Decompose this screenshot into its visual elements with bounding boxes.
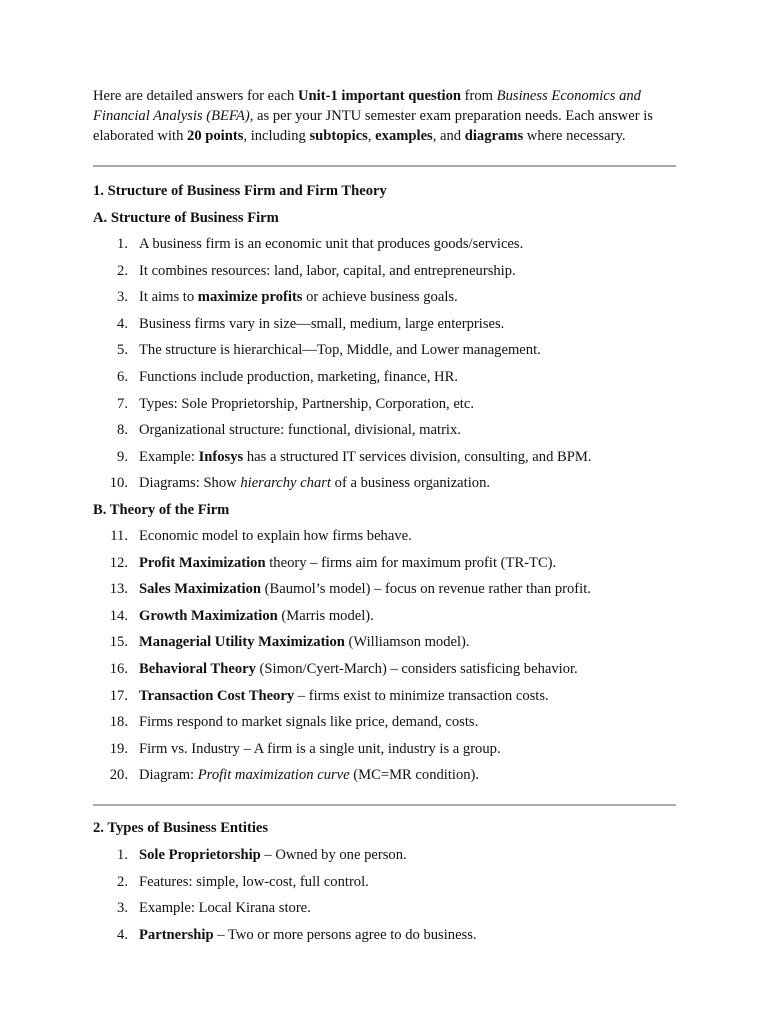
list-item-text: Economic model to explain how firms behave.: [139, 527, 412, 544]
list-item-number: 5.: [117, 342, 128, 359]
list-item-text: of a business organization.: [331, 475, 491, 492]
list-item-number: 20.: [109, 767, 128, 784]
list-item-number: 4.: [117, 315, 128, 332]
list-item-number: 11.: [110, 527, 128, 544]
list-item: [93, 340, 676, 360]
list-item-bold-text: Behavioral Theory: [139, 660, 256, 677]
section-1-title: 1. Structure of Business Firm and Firm Theory: [93, 183, 387, 199]
list-item-bold-text: Transaction Cost Theory: [139, 687, 295, 704]
list-item-text: – Owned by one person.: [260, 847, 407, 864]
list-item: [93, 898, 676, 918]
intro-bold-subtopics: subtopics: [309, 128, 368, 144]
list-item-bold-text: Sales Maximization: [139, 581, 262, 598]
list-item-number: 12.: [109, 554, 128, 571]
list-item-text: (Williamson model).: [344, 634, 470, 651]
list-item-number: 16.: [109, 660, 128, 677]
list-item-text: or achieve business goals.: [302, 289, 458, 306]
list-item-text: The structure is hierarchical—Top, Middle, and Lower management.: [139, 342, 541, 359]
list-item-number: 1.: [117, 236, 128, 252]
list-item-number: 18.: [109, 714, 128, 731]
list-item: [93, 739, 676, 759]
list-item-text: – Two or more persons agree to do business.: [213, 927, 477, 944]
section-2-title: 2. Types of Business Entities: [93, 820, 269, 837]
list-item-text: Organizational structure: functional, divisional, matrix.: [139, 422, 461, 439]
list-item: [93, 447, 676, 467]
list-item-bold-text: Partnership: [139, 927, 214, 944]
list-item: [93, 765, 676, 785]
list-item-text: Firm vs. Industry – A firm is a single unit, industry is a group.: [139, 740, 501, 757]
list-item-text: (Baumol’s model) – focus on revenue rather than profit.: [261, 581, 591, 598]
list-item-bold-text: maximize profits: [197, 289, 303, 306]
intro-text: , and: [432, 128, 465, 144]
list-item-text: Diagram:: [139, 767, 198, 784]
list-item: [93, 234, 676, 254]
list-item-text: Functions include production, marketing, finance, HR.: [139, 368, 458, 385]
list-item-number: 2.: [117, 873, 128, 890]
section-1a-list: [93, 234, 676, 493]
section-divider: [93, 165, 676, 167]
list-item-number: 14.: [109, 607, 128, 624]
list-item-number: 17.: [109, 687, 128, 704]
list-item: [93, 261, 676, 281]
list-item-number: 1.: [117, 847, 128, 864]
list-item-number: 2.: [117, 262, 128, 279]
list-item: [93, 606, 676, 626]
list-item-text: Firms respond to market signals like price, demand, costs.: [139, 714, 479, 731]
list-item: [93, 925, 676, 945]
list-item: [93, 632, 676, 652]
list-item-text: Types: Sole Proprietorship, Partnership, Corporation, etc.: [139, 395, 474, 412]
list-item: [93, 420, 676, 440]
list-item: [93, 686, 676, 706]
list-item-text: (Marris model).: [277, 607, 374, 624]
section-divider: [93, 804, 676, 806]
intro-bold-unit: Unit-1 important question: [298, 88, 461, 104]
list-item-italic-text: hierarchy chart: [240, 475, 331, 492]
intro-bold-diagrams: diagrams: [464, 128, 524, 144]
list-item: [93, 659, 676, 679]
list-item-number: 9.: [117, 448, 128, 465]
intro-text: ,: [367, 128, 376, 144]
intro-text: from: [461, 88, 497, 104]
intro-text: where necessary.: [523, 128, 626, 144]
list-item: [93, 394, 676, 414]
list-item: [93, 314, 676, 334]
list-item-text: It aims to: [139, 289, 198, 306]
list-item: [93, 526, 676, 546]
list-item-text: Diagrams: Show: [139, 475, 241, 492]
list-item: [93, 845, 676, 865]
list-item: [93, 553, 676, 573]
intro-text: Here are detailed answers for each: [93, 88, 299, 104]
list-item-number: 8.: [117, 422, 128, 439]
list-item-number: 13.: [109, 581, 128, 598]
list-item: [93, 473, 676, 493]
list-item-italic-text: Profit maximization curve: [197, 767, 350, 784]
list-item-bold-text: Sole Proprietorship: [139, 847, 261, 864]
list-item-text: Business firms vary in size—small, medium, large enterprises.: [139, 315, 505, 332]
list-item-text: It combines resources: land, labor, capital, and entrepreneurship.: [139, 262, 516, 279]
list-item: [93, 579, 676, 599]
list-item-number: 3.: [117, 289, 128, 306]
list-item-bold-text: Managerial Utility Maximization: [139, 634, 345, 651]
list-item-number: 15.: [109, 634, 128, 651]
list-item-text: Features: simple, low-cost, full control.: [139, 873, 369, 890]
intro-bold-examples: examples: [375, 128, 433, 144]
intro-italic-subject: Business Economics and Financial Analysis (BEFA): [93, 88, 641, 124]
list-item-bold-text: Growth Maximization: [139, 607, 278, 624]
list-item-text: has a structured IT services division, consulting, and BPM.: [243, 448, 592, 465]
list-item-number: 3.: [117, 900, 128, 917]
list-item-number: 7.: [117, 395, 128, 412]
list-item: [93, 712, 676, 732]
list-item-bold-text: Profit Maximization: [139, 554, 266, 571]
intro-text: , as per your JNTU semester exam preparation needs. Each answer is elaborated with: [93, 108, 653, 144]
list-item-text: Example:: [139, 448, 199, 465]
list-item-number: 4.: [117, 927, 128, 944]
list-item-number: 6.: [117, 368, 128, 385]
list-item: [93, 367, 676, 387]
document-page: [93, 86, 676, 952]
list-item-text: – firms exist to minimize transaction costs.: [294, 687, 549, 704]
intro-paragraph: [93, 86, 676, 146]
section-1b-title: B. Theory of the Firm: [93, 501, 230, 518]
list-item: [93, 287, 676, 307]
list-item-bold-text: Infosys: [198, 448, 244, 465]
list-item: [93, 872, 676, 892]
section-2-list: [93, 845, 676, 945]
list-item-number: 19.: [109, 740, 128, 757]
intro-bold-points: 20 points: [187, 128, 244, 144]
list-item-text: (Simon/Cyert-March) – considers satisficing behavior.: [255, 660, 578, 677]
intro-text: , including: [243, 128, 310, 144]
list-item-text: theory – firms aim for maximum profit (TR-TC).: [265, 554, 557, 571]
list-item-text: A business firm is an economic unit that produces goods/services.: [139, 236, 524, 252]
list-item-number: 10.: [109, 475, 128, 492]
list-item-text: Example: Local Kirana store.: [139, 900, 311, 917]
list-item-text: (MC=MR condition).: [349, 767, 480, 784]
section-1b-list: [93, 526, 676, 785]
section-1a-title: A. Structure of Business Firm: [93, 210, 279, 226]
